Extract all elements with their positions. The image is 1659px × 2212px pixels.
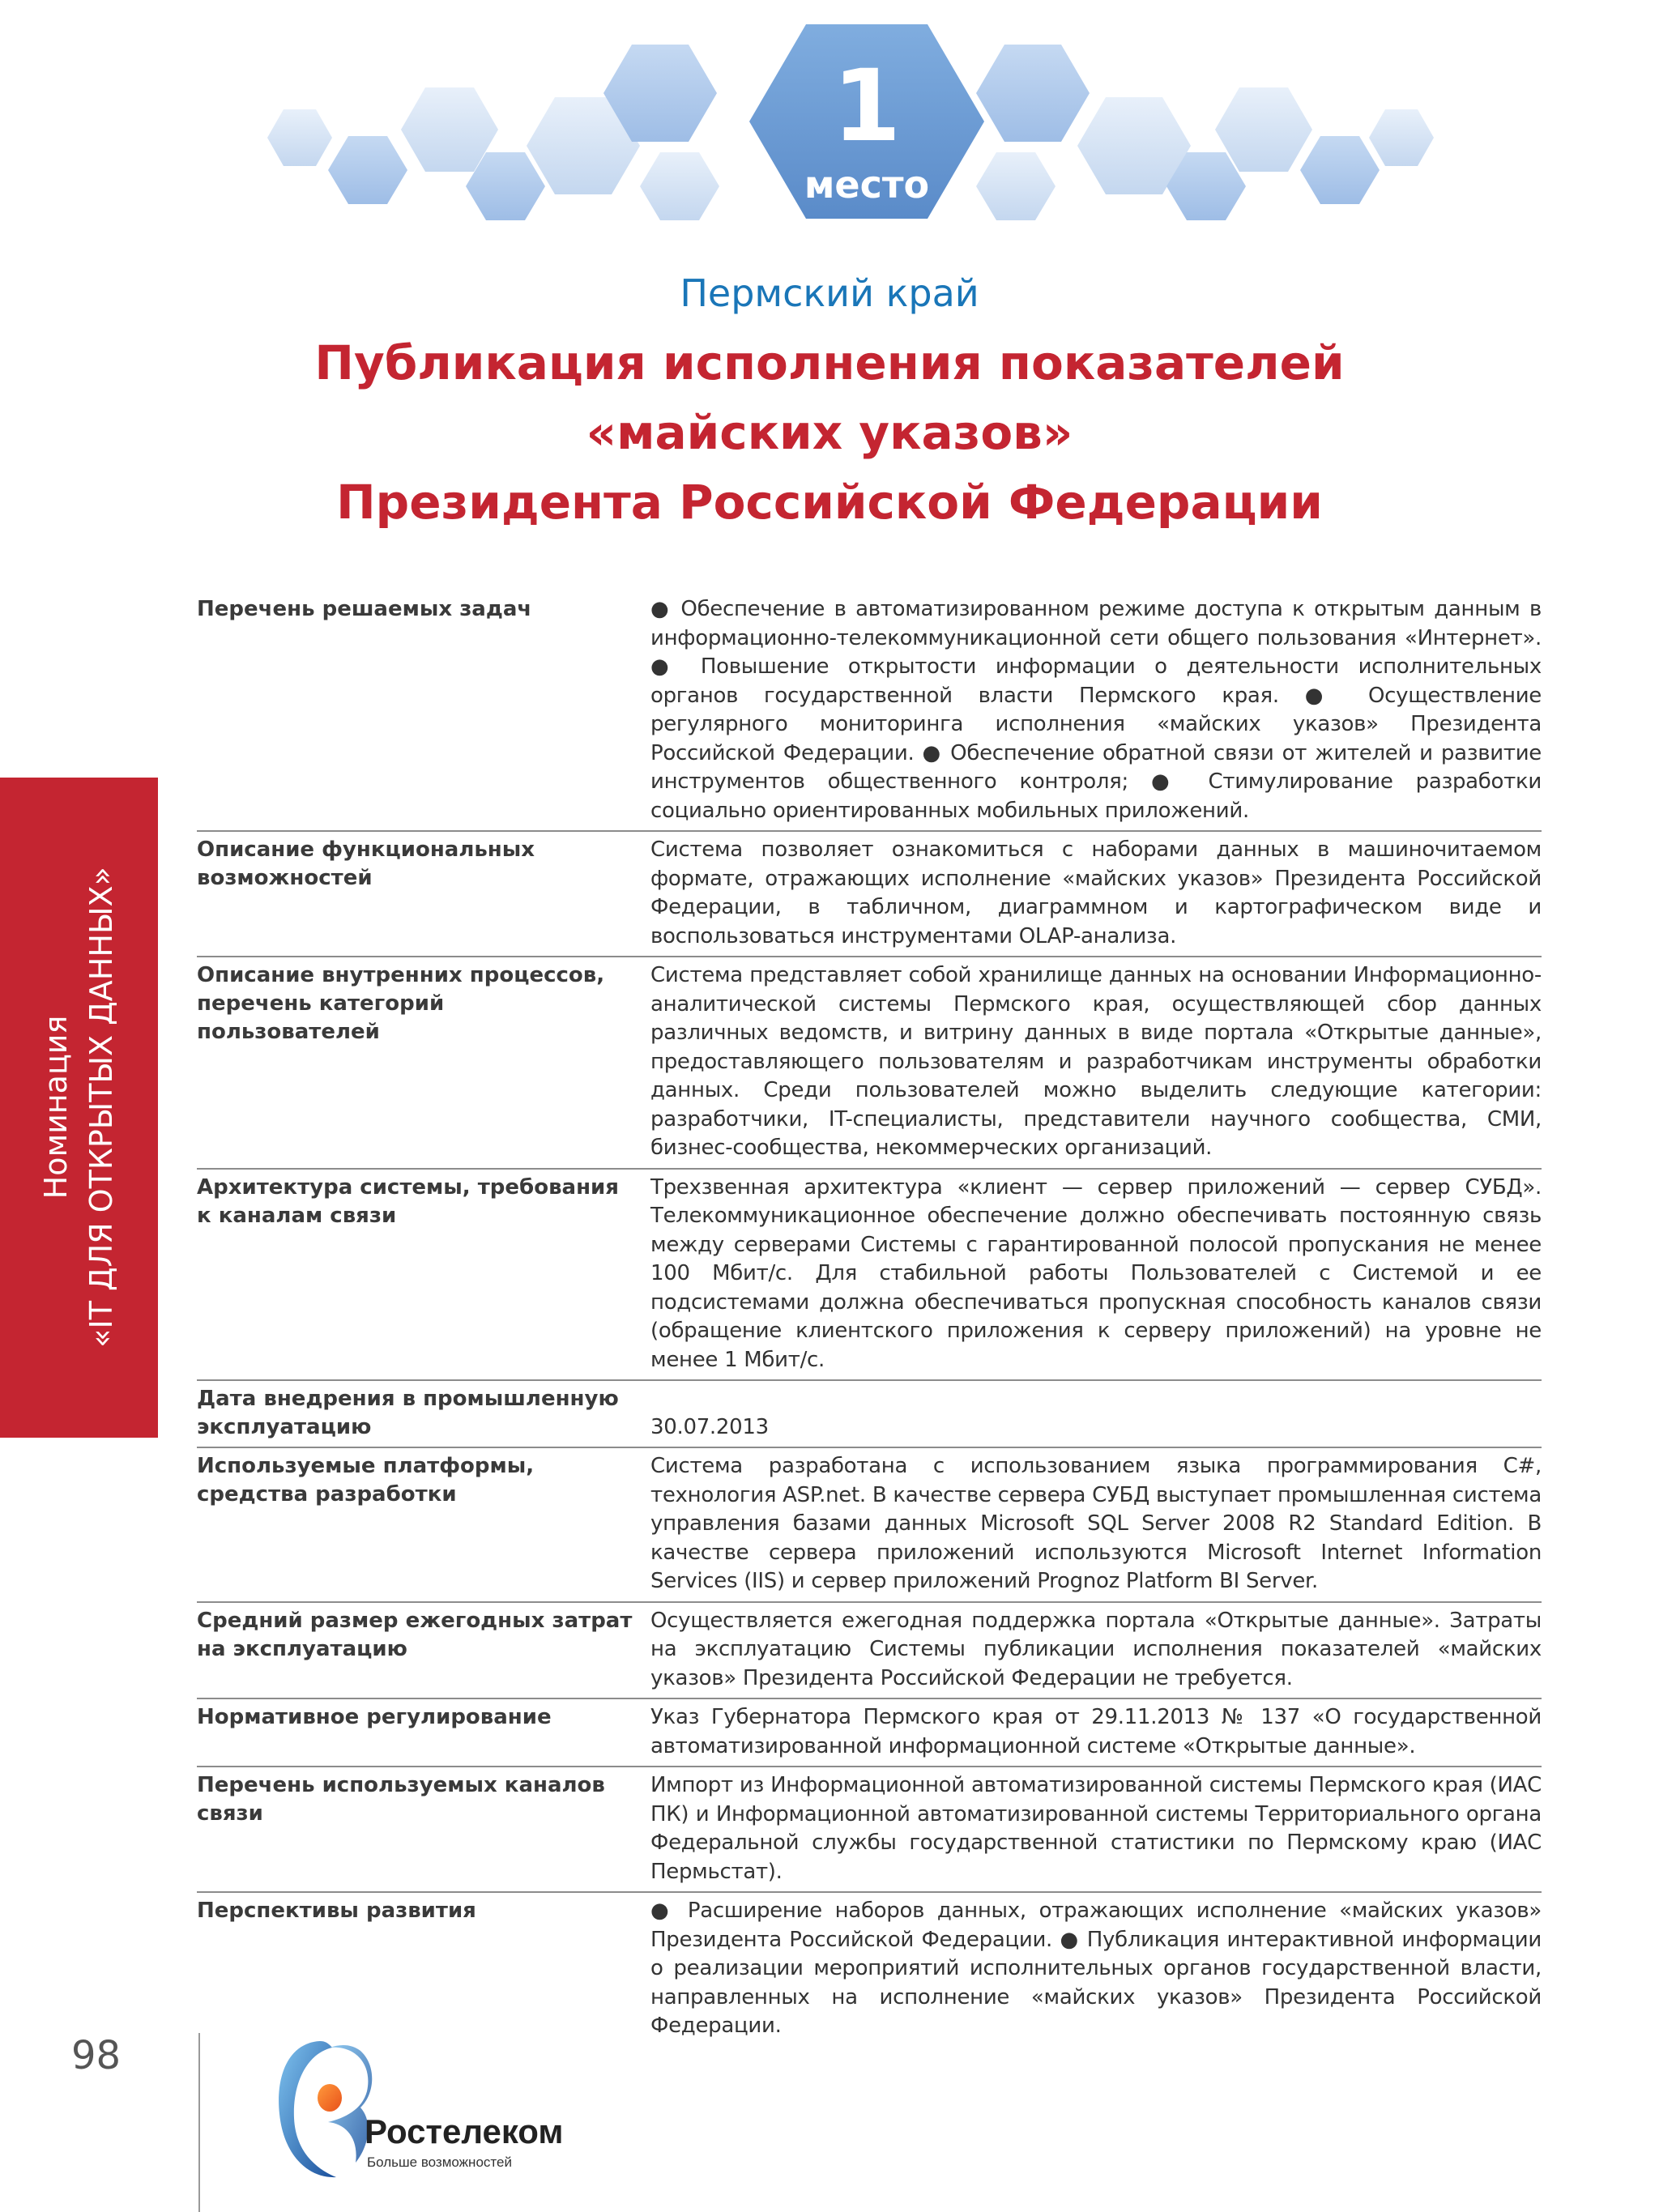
place-label: место (804, 163, 930, 207)
row-value: Трехзвенная архитектура «клиент — сервер приложений — сервер СУБД». Телекоммуникационное обеспечение должно обеспечивать постоянную связь между серверами Системы с гарантированной полосой пропускания не менее 100 Мбит/с. Для стабильной работы Пользователей с Системой и ее подсистемами должна обеспечиваться пропускная способность каналов связи (обращение клиентского приложения к серверу приложений) на уровне не менее 1 Мбит/с. (650, 1169, 1542, 1381)
title-line: Публикация исполнения показателей (314, 335, 1345, 390)
table-row (197, 1767, 1542, 1892)
hexagon (267, 109, 332, 166)
row-label: Описание внутренних процессов, перечень категорий пользователей (197, 957, 650, 1169)
hexagon (640, 152, 719, 220)
hexagon (328, 136, 407, 204)
table-row (197, 1698, 1542, 1767)
row-value: Система позволяет ознакомиться с наборами данных в машиночитаемом формате, отражающих исполнение «майских указов» Президента Российской Федерации, в табличном, диаграммном и картографическом виде и воспользоваться инструментами OLAP-анализа. (650, 831, 1542, 957)
hexagon (1300, 136, 1380, 204)
nomination-label (33, 783, 124, 1431)
table-row (197, 1169, 1542, 1381)
row-label: Архитектура системы, требования к каналам связи (197, 1169, 650, 1381)
table-row (197, 1447, 1542, 1602)
title-line: «майских указов» (586, 405, 1073, 460)
nomination-line-1: Номинация (38, 1015, 74, 1200)
row-value: Система представляет собой хранилище данных на основании Информационно-аналитической системы Пермского края, осуществляющей сбор данных различных ведомств, и витрину данных в виде портала «Открытые данные», предоставляющего пользователям и разработчикам инструменты обработки данных. Среди пользователей можно выделить следующие категории: разработчики, IT-специалисты, представители научного сообщества, СМИ, бизнес-сообщества, некоммерческих организаций. (650, 957, 1542, 1169)
page-title (0, 328, 1659, 537)
title-line: Президента Российской Федерации (336, 475, 1323, 530)
hexagon (976, 152, 1056, 220)
table-row (197, 1380, 1542, 1447)
table-row (197, 957, 1542, 1169)
project-info-table (197, 591, 1542, 2046)
row-label: Описание функциональных возможностей (197, 831, 650, 957)
row-label: Используемые платформы, средства разработки (197, 1447, 650, 1602)
row-label: Средний размер ежегодных затрат на эксплуатацию (197, 1602, 650, 1699)
region-name: Пермский край (680, 271, 979, 315)
row-label: Перечень решаемых задач (197, 591, 650, 831)
rostelecom-logo-icon (271, 2033, 377, 2183)
row-value: Система разработана с использованием языка программирования C#, технология ASP.net. В качестве сервера СУБД выступает промышленная система управления базами данных Microsoft SQL Server 2008 R2 Standard Edition. В качестве сервера приложений используются Microsoft Internet Information Services (IIS) и сервер приложений Prognoz Platform BI Server. (650, 1447, 1542, 1602)
row-value: 30.07.2013 (650, 1380, 1542, 1447)
place-number: 1 (832, 49, 902, 164)
row-label: Нормативное регулирование (197, 1698, 650, 1767)
rostelecom-logo (271, 2033, 595, 2195)
nomination-line-2: «IT ДЛЯ ОТКРЫТЫХ ДАННЫХ» (83, 867, 119, 1348)
logo-name: Ростелеком (365, 2112, 564, 2150)
table-row (197, 1602, 1542, 1699)
table-row (197, 591, 1542, 831)
row-value: Импорт из Информационной автоматизированной системы Пермского края (ИАС ПК) и Информационной автоматизированной системы Территориального органа Федеральной службы государственной статистики по Пермскому краю (ИАС Пермьстат). (650, 1767, 1542, 1892)
nomination-side-tab (0, 778, 158, 1438)
hexagon (976, 45, 1090, 142)
page-number: 98 (71, 2033, 122, 2078)
row-label: Перспективы развития (197, 1899, 476, 1923)
row-label: Перечень используемых каналов связи (197, 1767, 650, 1892)
row-value: Указ Губернатора Пермского края от 29.11.2013 № 137 «О государственной автоматизированной информационной системе «Открытые данные». (650, 1698, 1542, 1767)
hexagon (1215, 87, 1312, 172)
footer-divider (198, 2033, 200, 2212)
row-label: Дата внедрения в промышленную эксплуатацию (197, 1380, 650, 1447)
row-value: ● Расширение наборов данных, отражающих исполнение «майских указов» Президента Российской Федерации. ● Публикация интерактивной информации о реализации мероприятий исполнительных органов государственной власти, направленных на исполнение «майских указов» Президента Российской Федерации. (650, 1899, 1542, 2038)
table-row (197, 831, 1542, 957)
logo-slogan: Больше возможностей (367, 2154, 512, 2170)
hexagon (1369, 109, 1434, 166)
row-value: ● Обеспечение в автоматизированном режиме доступа к открытым данным в информационно-телекоммуникационной сети общего пользования «Интернет». ● Повышение открытости информации о деятельности исполнительных органов государственной власти Пермского края. ● Осуществление регулярного мониторинга исполнения «майских указов» Президента Российской Федерации. ● Обеспечение обратной связи от жителей и развитие инструментов общественного контроля; ● Стимулирование разработки социально ориентированных мобильных приложений. (650, 591, 1542, 831)
table-row (197, 1892, 1542, 2046)
row-value: Осуществляется ежегодная поддержка портала «Открытые данные». Затраты на эксплуатацию Системы публикации исполнения показателей «майских указов» Президента Российской Федерации не требуется. (650, 1602, 1542, 1699)
